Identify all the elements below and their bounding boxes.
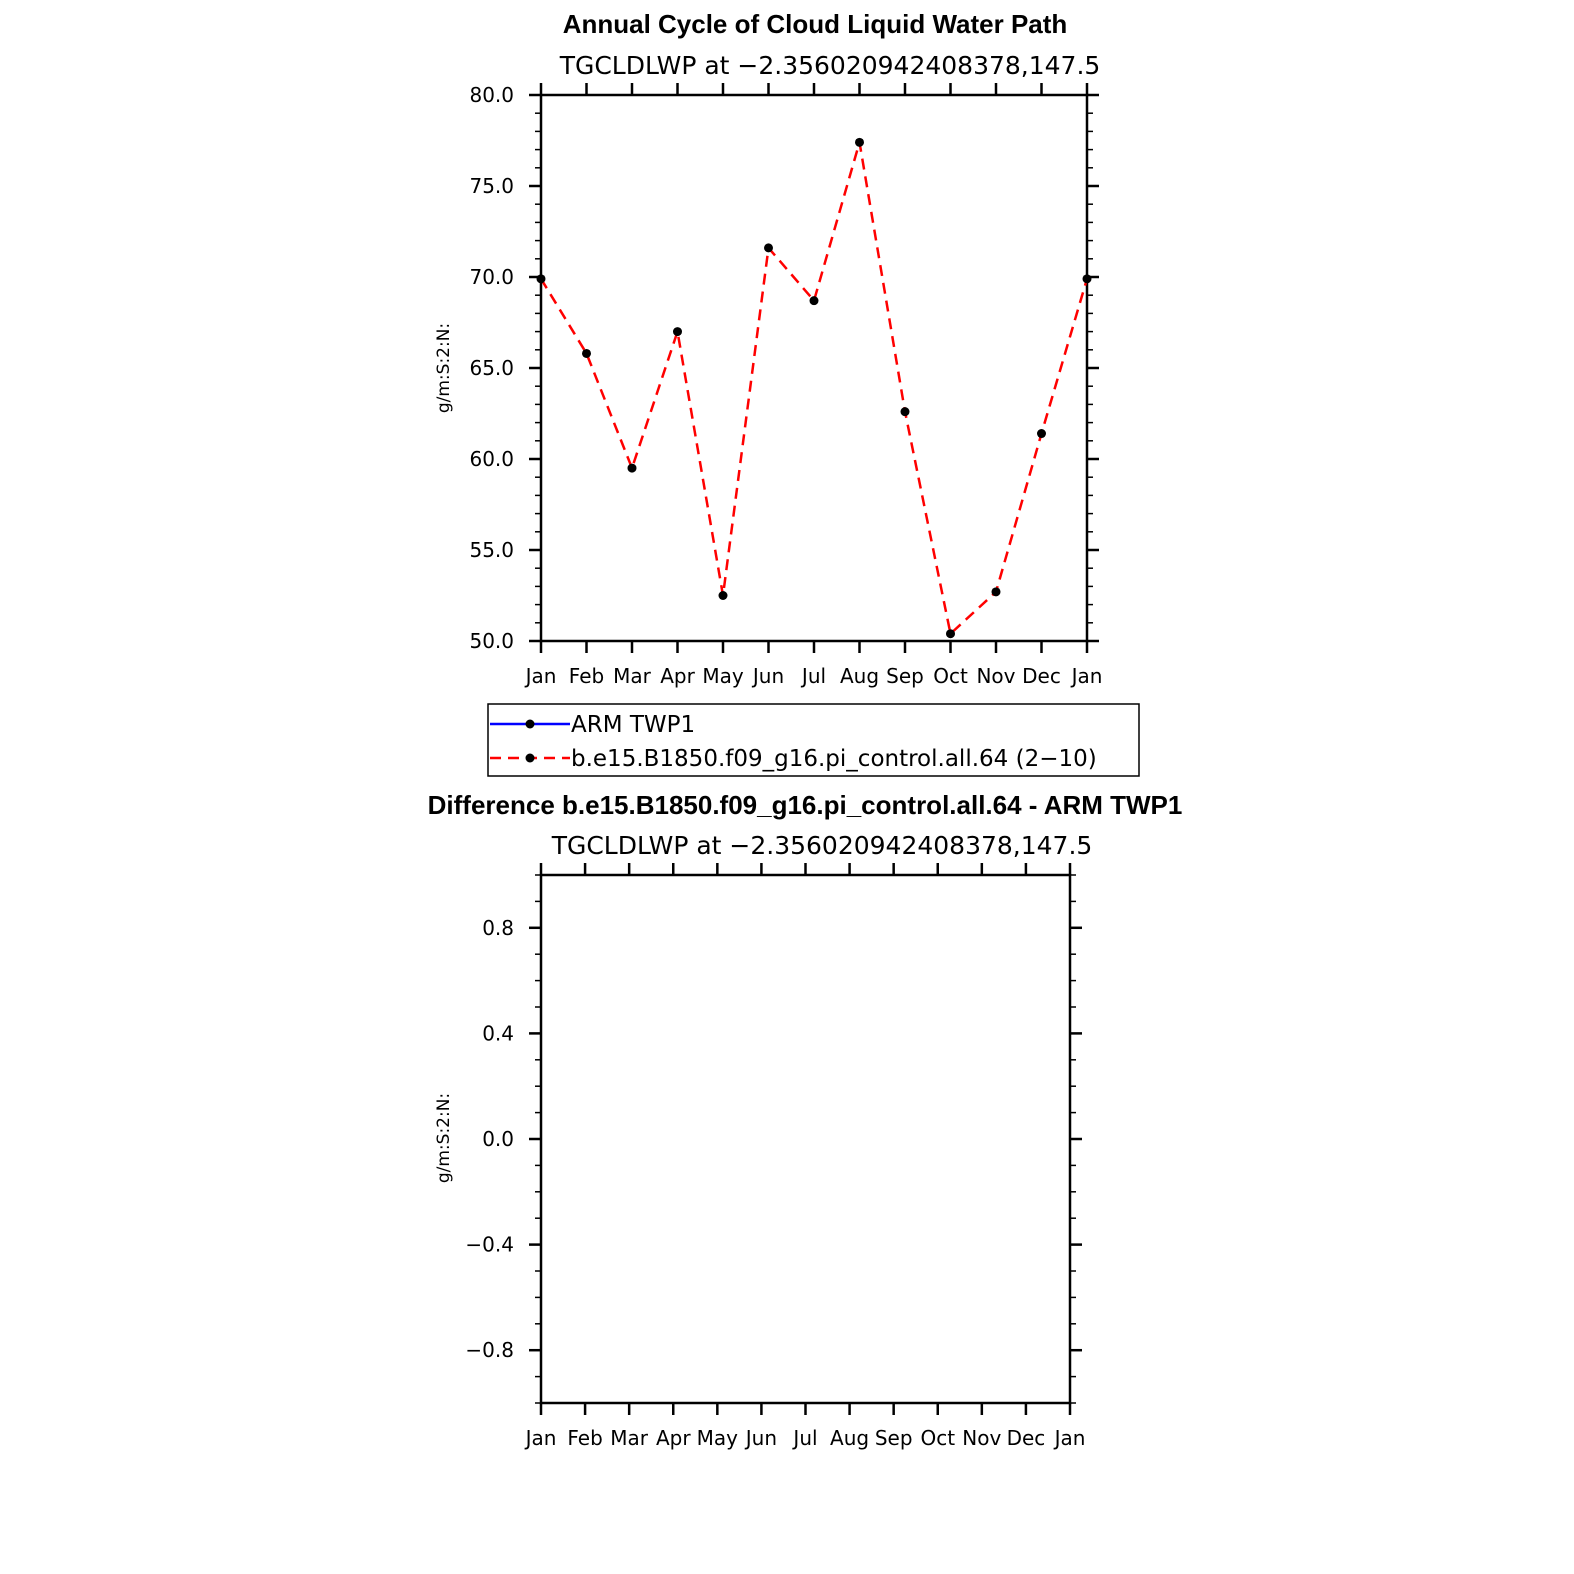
chart1-y-tick-label: 50.0 — [469, 629, 514, 653]
chart1-x-tick-label: Nov — [976, 664, 1016, 688]
chart2-x-tick-label: Jan — [1054, 1426, 1086, 1450]
chart1-data-point — [628, 464, 637, 473]
chart2-x-tick-label: Jun — [745, 1426, 778, 1450]
chart1-title: Annual Cycle of Cloud Liquid Water Path — [562, 9, 1068, 39]
chart2-x-tick-label: Aug — [830, 1426, 870, 1450]
chart1-data-point — [764, 243, 773, 252]
chart1-data-point — [901, 407, 910, 416]
legend-label-model: b.e15.B1850.f09_g16.pi_control.all.64 (2−10) — [571, 746, 1097, 772]
chart2-x-tick-label: May — [696, 1426, 739, 1450]
chart2-y-tick-label: 0.4 — [482, 1021, 514, 1046]
chart1-x-tick-label: May — [702, 664, 744, 688]
chart1-x-tick-label: Dec — [1022, 664, 1061, 688]
chart1-x-tick-label: Feb — [568, 664, 605, 688]
chart2-y-tick-labels — [465, 916, 514, 1362]
chart2-y-axis-label: g/m:S:2:N: — [434, 1092, 454, 1184]
chart1-data-point — [582, 349, 591, 358]
difference-chart — [428, 790, 1183, 1450]
chart2-x-tick-label: Dec — [1006, 1426, 1046, 1450]
chart2-x-tick-label: Jul — [793, 1426, 818, 1450]
chart1-x-tick-label: Apr — [660, 664, 695, 688]
chart2-plot-frame — [541, 875, 1070, 1403]
chart2-title: Difference b.e15.B1850.f09_g16.pi_control.all.64 - ARM TWP1 — [427, 790, 1183, 820]
chart2-y-tick-label: 0.8 — [482, 915, 514, 940]
chart2-x-tick-label: Oct — [920, 1426, 956, 1450]
chart2-ticks — [529, 863, 1082, 1415]
chart2-y-tick-label: −0.4 — [465, 1232, 514, 1257]
chart1-data-point — [719, 591, 728, 600]
chart2-x-tick-label: Apr — [655, 1426, 691, 1450]
chart1-data-point — [1083, 274, 1092, 283]
chart1-y-tick-label: 60.0 — [469, 447, 514, 471]
chart1-x-tick-label: Oct — [933, 664, 968, 688]
legend — [488, 704, 1139, 776]
chart1-x-tick-label: Jun — [752, 664, 785, 688]
chart2-x-tick-label: Jan — [525, 1426, 557, 1450]
chart2-x-tick-label: Sep — [874, 1426, 913, 1450]
chart1-data-point — [810, 296, 819, 305]
chart2-y-tick-label: −0.8 — [465, 1338, 514, 1363]
chart2-subtitle: TGCLDLWP at −2.356020942408378,147.5 — [551, 831, 1093, 860]
chart2-x-tick-label: Feb — [567, 1426, 603, 1450]
chart1-x-tick-label: Jul — [801, 664, 827, 688]
legend-marker-model — [526, 754, 535, 763]
legend-marker-arm — [526, 720, 535, 729]
chart1-y-tick-label: 55.0 — [469, 538, 514, 562]
chart2-y-tick-label: 0.0 — [482, 1127, 514, 1151]
chart1-data-point — [673, 327, 682, 336]
chart1-data-point — [855, 138, 864, 147]
chart1-x-tick-label: Sep — [886, 664, 924, 688]
chart1-x-tick-labels — [524, 664, 1103, 688]
chart1-series — [537, 138, 1092, 638]
annual-cycle-chart — [434, 9, 1102, 688]
chart1-y-tick-label: 65.0 — [469, 356, 514, 380]
legend-label-arm: ARM TWP1 — [571, 712, 696, 738]
chart2-x-tick-label: Nov — [962, 1426, 1002, 1450]
chart2-x-tick-label: Mar — [610, 1426, 649, 1450]
chart1-data-point — [537, 274, 546, 283]
chart1-ticks — [529, 83, 1099, 653]
chart2-x-tick-labels — [524, 1426, 1086, 1450]
chart1-x-tick-label: Jan — [525, 664, 557, 688]
chart1-y-tick-labels — [469, 83, 514, 653]
chart1-series-line — [541, 142, 1087, 633]
chart1-y-tick-label: 70.0 — [469, 265, 514, 289]
chart1-x-tick-label: Aug — [839, 664, 880, 688]
chart1-x-tick-label: Jan — [1071, 664, 1103, 688]
chart1-data-point — [992, 587, 1001, 596]
chart1-y-tick-label: 80.0 — [469, 83, 514, 107]
chart1-x-tick-label: Mar — [613, 664, 651, 688]
chart1-y-tick-label: 75.0 — [469, 174, 514, 198]
chart1-data-point — [946, 629, 955, 638]
chart1-y-axis-label: g/m:S:2:N: — [434, 322, 454, 414]
chart1-subtitle: TGCLDLWP at −2.356020942408378,147.5 — [559, 51, 1101, 80]
chart1-data-point — [1037, 429, 1046, 438]
